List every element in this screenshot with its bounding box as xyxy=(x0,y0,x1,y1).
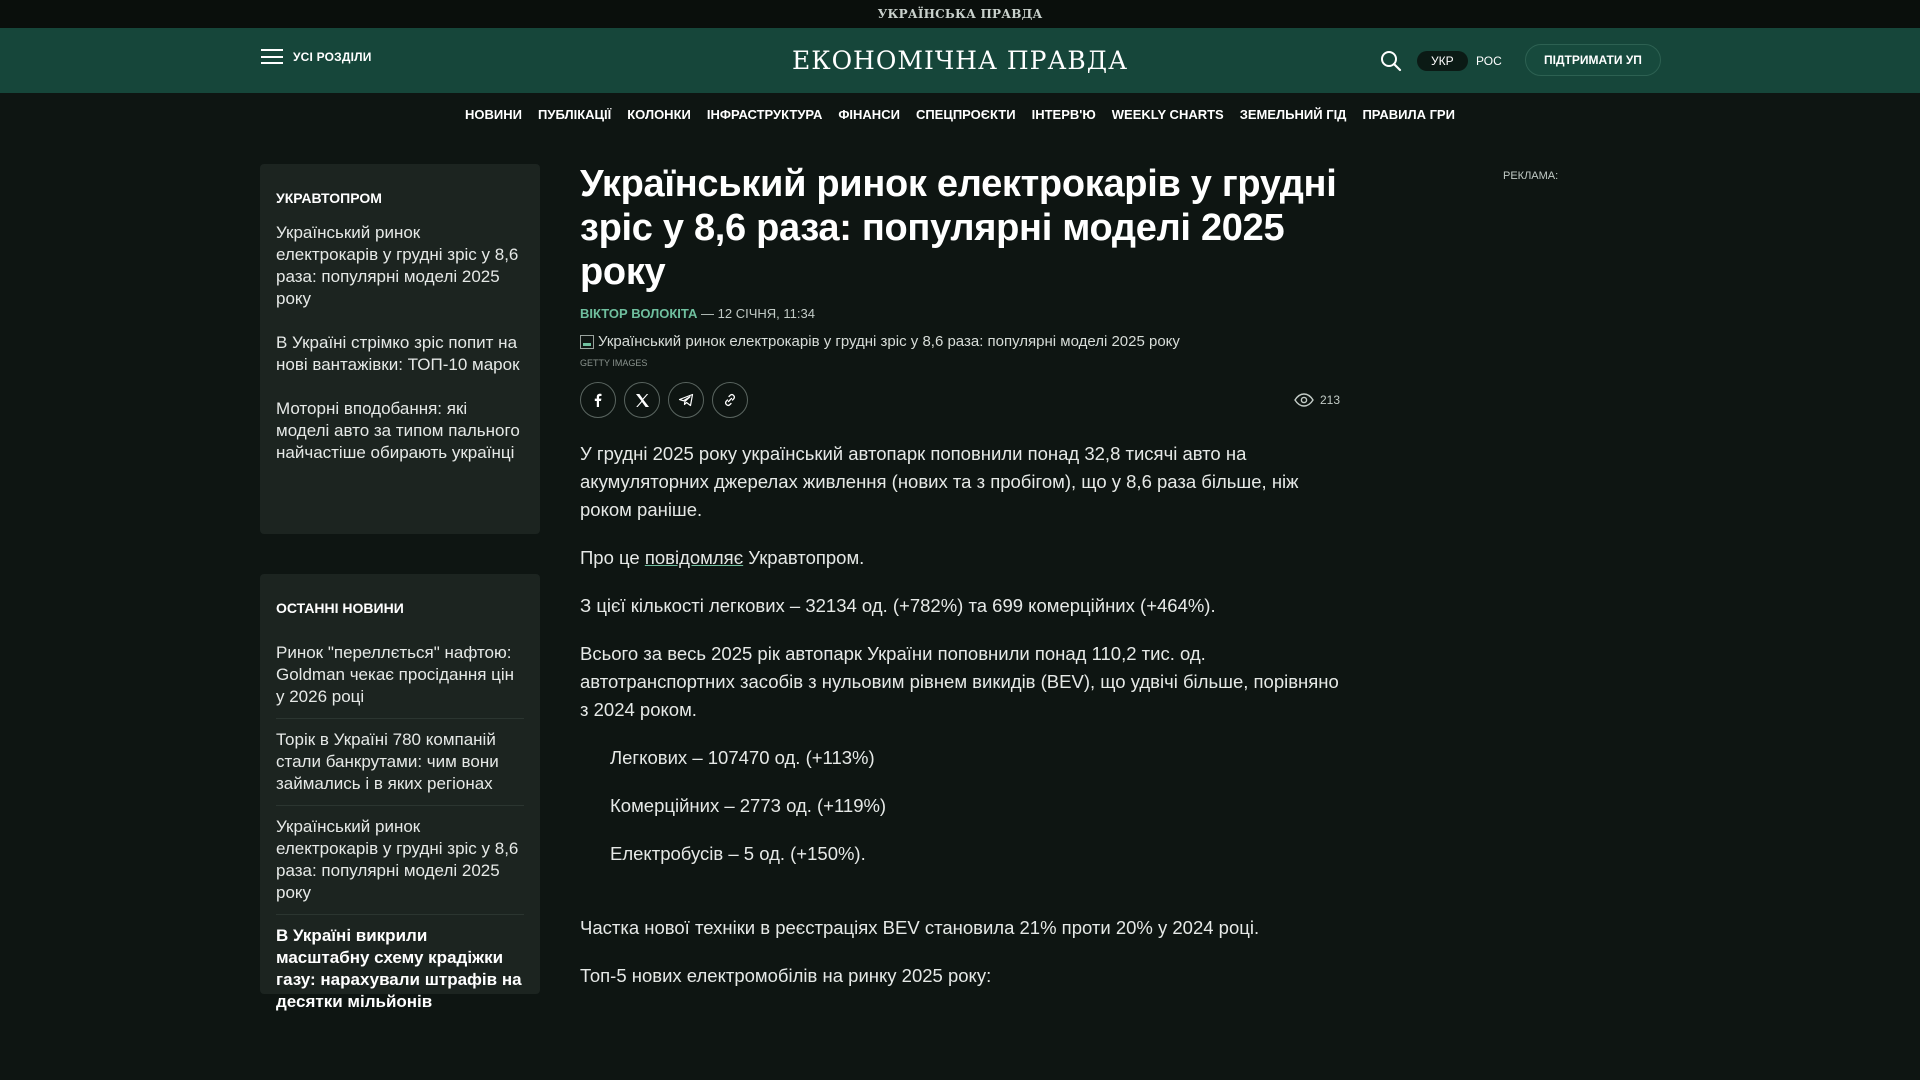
paragraph: З цієї кількості легкових – 32134 од. (+782%) та 699 комерційних (+464%). xyxy=(580,595,1216,616)
support-button[interactable]: ПІДТРИМАТИ УП xyxy=(1525,44,1661,76)
nav-finance[interactable]: ФІНАНСИ xyxy=(838,106,900,122)
link-icon xyxy=(722,392,738,408)
paragraph: Топ-5 нових електромобілів на ринку 2025 року: xyxy=(580,965,992,986)
nav-weekly-charts[interactable]: WEEKLY CHARTS xyxy=(1111,106,1224,122)
x-icon xyxy=(635,393,650,408)
paragraph: У грудні 2025 року український автопарк поповнили понад 32,8 тисячі авто на акумуляторних джерелах живлення (нових та з пробігом), що у 8,6 раза більше, ніж роком раніше. xyxy=(580,443,1299,520)
list-item: Комерційних – 2773 од. (+119%) xyxy=(610,795,887,816)
author-link[interactable]: ВІКТОР ВОЛОКІТА xyxy=(580,306,698,321)
related-item[interactable]: В Україні стрімко зріс попит на нові вантажівки: ТОП-10 марок xyxy=(276,333,520,374)
all-sections-label: УСІ РОЗДІЛИ xyxy=(293,49,372,64)
nav-interview[interactable]: ІНТЕРВ'Ю xyxy=(1031,106,1096,122)
lang-rus-button[interactable]: РОС xyxy=(1476,54,1502,68)
latest-news-item[interactable]: Український ринок електрокарів у грудні зріс у 8,6 раза: популярні моделі 2025 року xyxy=(276,806,524,915)
article-title: Український ринок електрокарів у грудні зріс у 8,6 раза: популярні моделі 2025 року xyxy=(580,163,1337,293)
main-nav xyxy=(0,93,1920,135)
paragraph: Частка нової техніки в реєстраціях BEV становила 21% проти 20% у 2024 році. xyxy=(580,917,1260,938)
latest-news-item[interactable]: В Україні викрили масштабну схему крадіжки газу: нарахували штрафів на десятки мільйонів xyxy=(276,926,522,1011)
facebook-icon xyxy=(590,392,606,408)
latest-news-item[interactable]: Ринок "переллється" нафтою: Goldman чекає просідання цін у 2026 році xyxy=(276,632,524,719)
lang-ukr-button[interactable]: УКР xyxy=(1417,51,1468,71)
nav-land-guide[interactable]: ЗЕМЕЛЬНИЙ ГІД xyxy=(1239,106,1347,122)
copy-link-button[interactable] xyxy=(712,382,748,418)
telegram-share-button[interactable] xyxy=(668,382,704,418)
latest-news-card xyxy=(260,574,540,1011)
paragraph xyxy=(580,544,1340,572)
nav-special-projects[interactable]: СПЕЦПРОЄКТИ xyxy=(915,106,1016,122)
latest-news-title: ОСТАННІ НОВИНИ xyxy=(276,600,404,616)
ad-label: РЕКЛАМА: xyxy=(1503,170,1559,182)
byline xyxy=(580,306,1340,321)
views-count: 213 xyxy=(1319,393,1340,407)
image-alt-text: Український ринок електрокарів у грудні зріс у 8,6 раза: популярні моделі 2025 року xyxy=(598,333,1180,350)
views-counter xyxy=(1294,393,1340,407)
image-credit: GETTY IMAGES xyxy=(580,358,648,368)
up-logo[interactable]: УКРАЇНСЬКА ПРАВДА xyxy=(877,7,1043,21)
nav-publications[interactable]: ПУБЛІКАЦІЇ xyxy=(538,106,612,122)
related-item[interactable]: Український ринок електрокарів у грудні зріс у 8,6 раза: популярні моделі 2025 року xyxy=(276,223,519,308)
article-body xyxy=(580,440,1340,990)
article-image xyxy=(580,333,1340,350)
nav-rules-of-game[interactable]: ПРАВИЛА ГРИ xyxy=(1362,106,1455,122)
site-logo[interactable]: ЕКОНОМІЧНА ПРАВДА xyxy=(791,46,1129,75)
x-share-button[interactable] xyxy=(624,382,660,418)
nav-news[interactable]: НОВИНИ xyxy=(465,106,523,122)
source-link[interactable]: повідомляє xyxy=(644,547,744,568)
facebook-share-button[interactable] xyxy=(580,382,616,418)
related-title[interactable]: УКРАВТОПРОМ xyxy=(276,190,382,206)
share-row xyxy=(580,382,1340,418)
eye-icon xyxy=(1294,393,1314,407)
broken-image-icon xyxy=(580,335,594,349)
telegram-icon xyxy=(678,392,694,408)
top-brand-bar xyxy=(0,0,1920,28)
list-item: Легкових – 107470 од. (+113%) xyxy=(610,747,875,768)
list-item: Електробусів – 5 од. (+150%). xyxy=(610,843,866,864)
nav-infrastructure[interactable]: ІНФРАСТРУКТУРА xyxy=(706,106,823,122)
related-item[interactable]: Моторні вподобання: які моделі авто за типом пального найчастіше обирають українці xyxy=(276,399,520,462)
site-header xyxy=(0,28,1920,93)
nav-columns[interactable]: КОЛОНКИ xyxy=(627,106,691,122)
related-articles-card xyxy=(260,164,540,534)
latest-news-item[interactable]: Торік в Україні 780 компаній стали банкрутами: чим вони займались і в яких регіонах xyxy=(276,719,524,806)
paragraph: Всього за весь 2025 рік автопарк України поповнили понад 110,2 тис. од. автотранспортних засобів з нульовим рівнем викидів (BEV), що удвічі більше, порівняно з 2024 роком. xyxy=(580,643,1339,720)
publish-date: — 12 СІЧНЯ, 11:34 xyxy=(697,306,815,321)
search-icon[interactable] xyxy=(1380,50,1402,72)
paragraph-text: Про це xyxy=(580,547,645,568)
paragraph-text: Укравтопром. xyxy=(743,547,865,568)
article xyxy=(580,162,1340,1010)
